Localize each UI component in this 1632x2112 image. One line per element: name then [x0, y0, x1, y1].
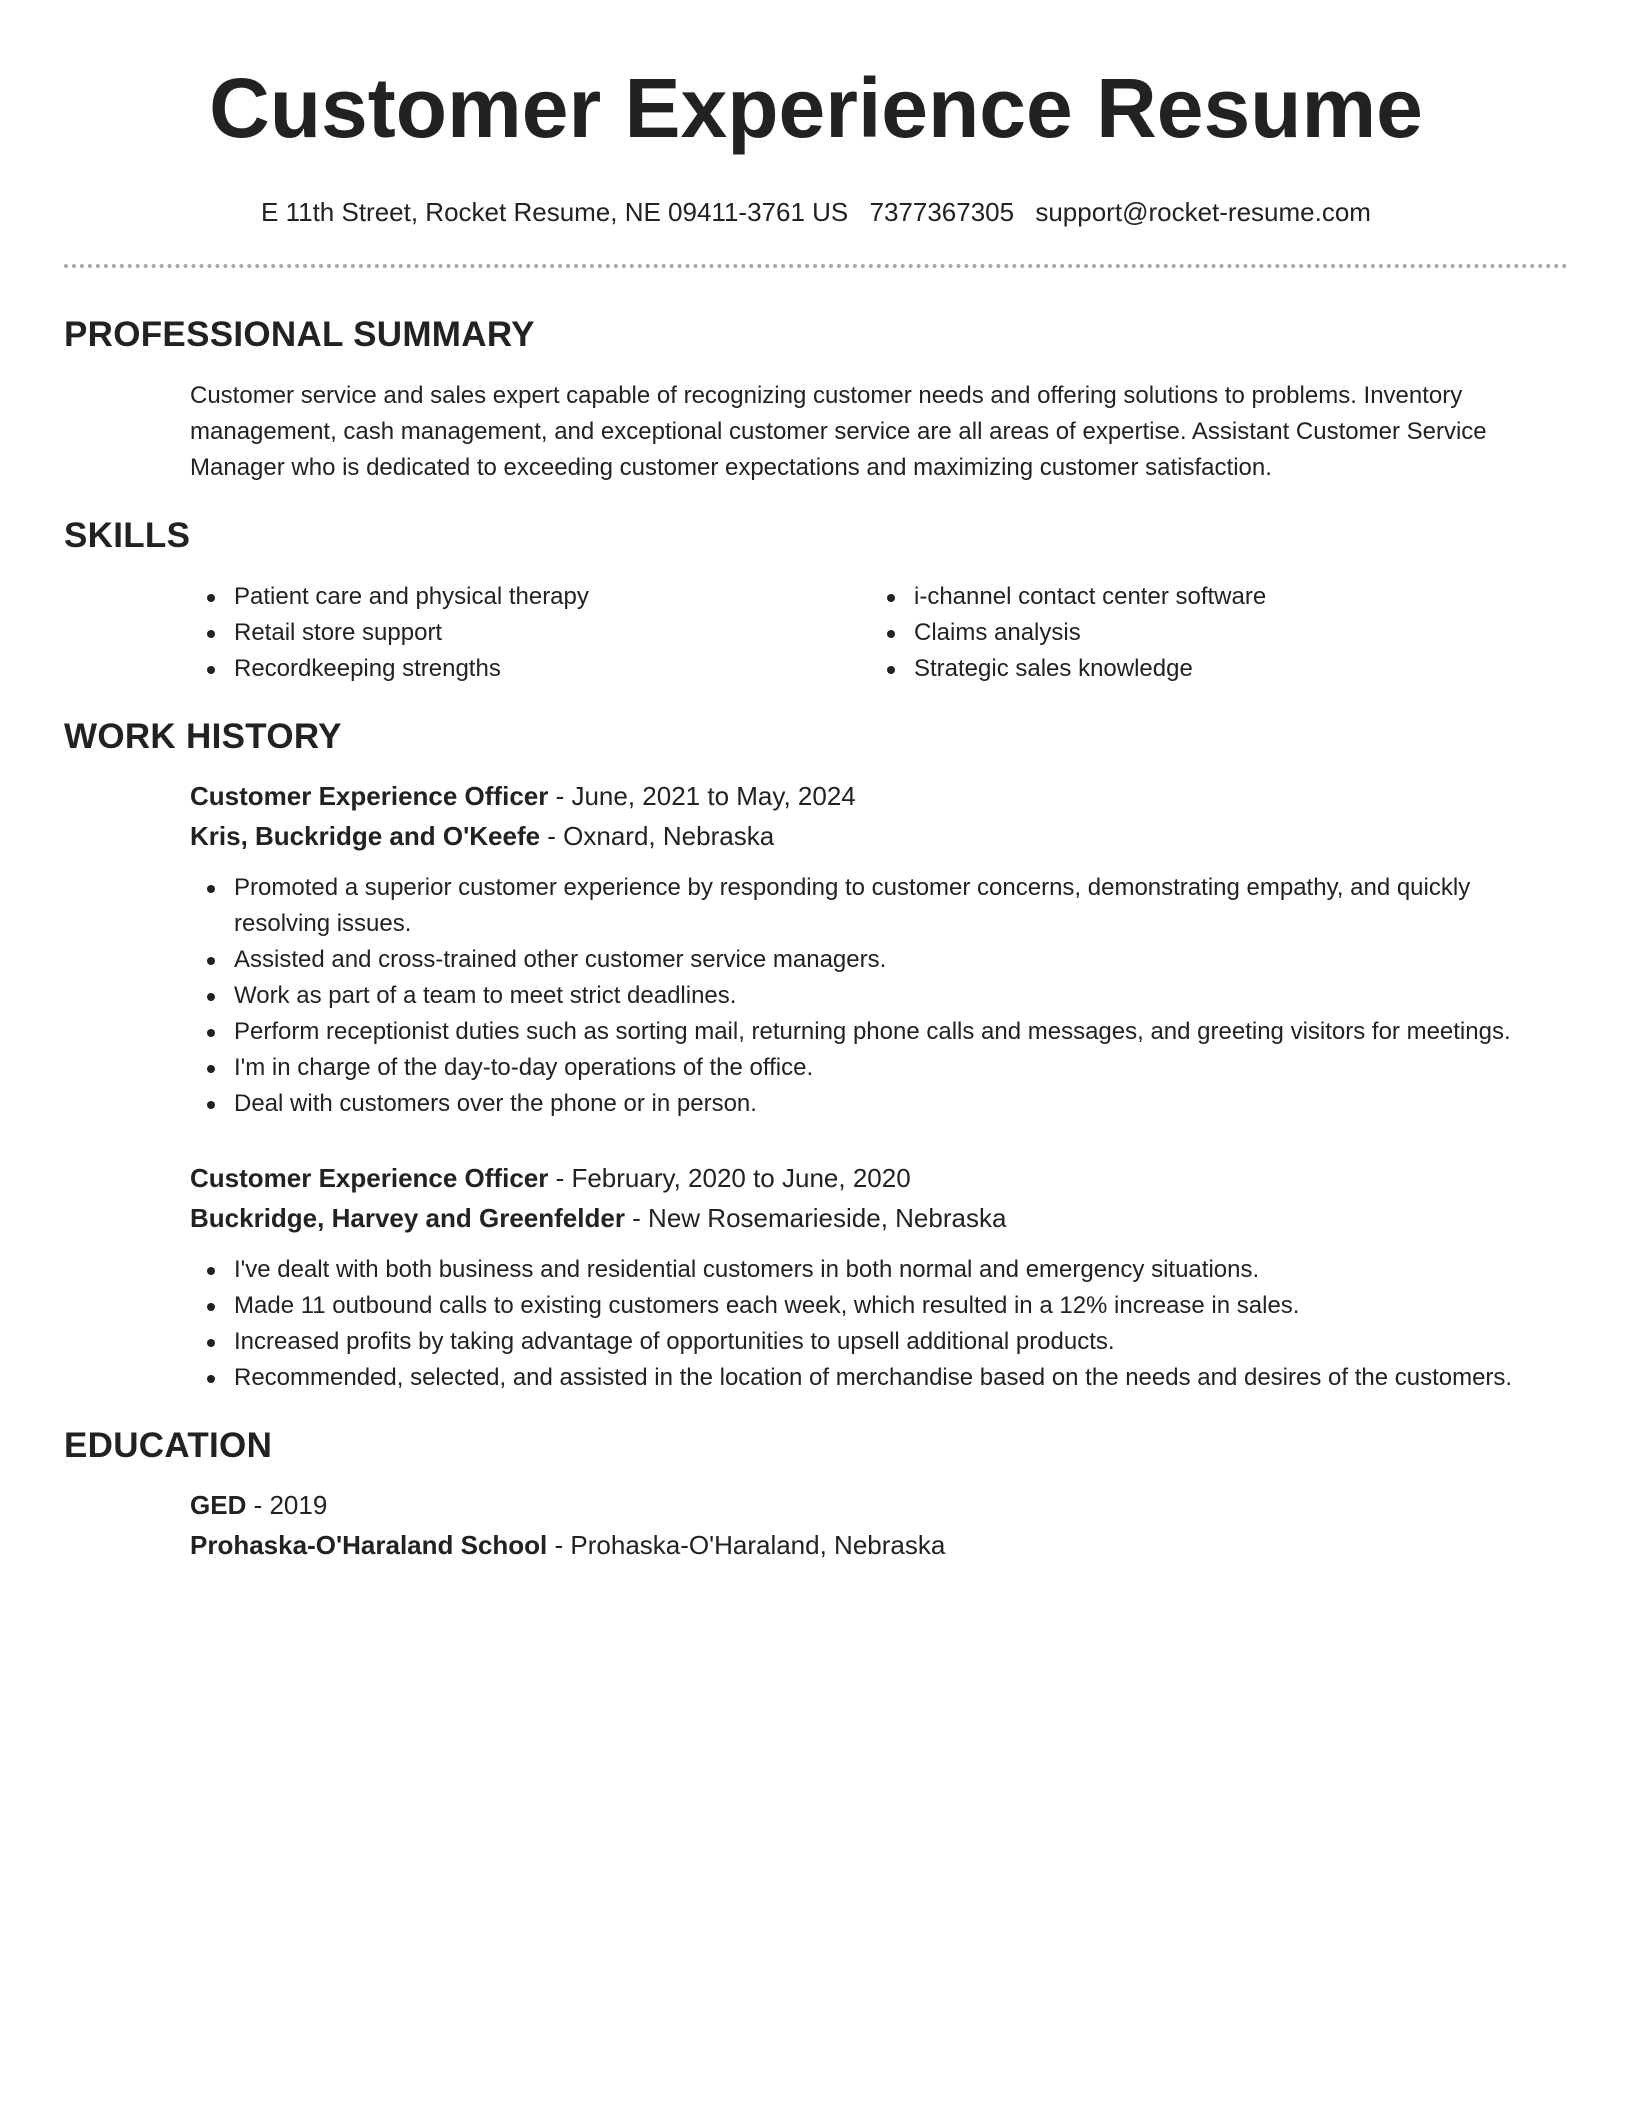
contact-line — [64, 194, 1568, 230]
job-dates: - June, 2021 to May, 2024 — [548, 781, 856, 811]
job-duty: Deal with customers over the phone or in person. — [190, 1086, 1568, 1122]
education-school: Prohaska-O'Haraland School — [190, 1530, 548, 1560]
skill-item: Retail store support — [190, 615, 870, 651]
contact-address: E 11th Street, Rocket Resume, NE 09411-3761 US — [261, 197, 849, 227]
job-location: - New Rosemarieside, Nebraska — [624, 1203, 1007, 1233]
header-divider — [64, 264, 1568, 268]
skill-item: Patient care and physical therapy — [190, 579, 870, 615]
education-school-line — [190, 1525, 1568, 1565]
work-section — [64, 716, 1568, 1396]
job-duty: Made 11 outbound calls to existing customers each week, which resulted in a 12% increase in sales. — [190, 1288, 1568, 1324]
job-duties — [190, 870, 1568, 1122]
summary-section — [64, 314, 1568, 486]
skills-list-left — [190, 579, 870, 687]
job-duty: Promoted a superior customer experience by responding to customer concerns, demonstrating empathy, and quickly resolving issues. — [190, 870, 1568, 942]
job-duty: Perform receptionist duties such as sorting mail, returning phone calls and messages, and greeting visitors for meetings. — [190, 1014, 1568, 1050]
skills-section — [64, 515, 1568, 687]
job-company-line — [190, 816, 1568, 856]
education-section — [64, 1425, 1568, 1565]
job-company: Buckridge, Harvey and Greenfelder — [190, 1203, 625, 1233]
skills-list-right — [870, 579, 1550, 687]
skill-item: Strategic sales knowledge — [870, 651, 1550, 687]
job-duty: Assisted and cross-trained other customer service managers. — [190, 942, 1568, 978]
education-year: - 2019 — [246, 1490, 328, 1520]
job-role-line — [190, 1158, 1568, 1198]
skills-heading: SKILLS — [64, 516, 191, 555]
summary-text: Customer service and sales expert capable of recognizing customer needs and offering solutions to problems. Inventory management, cash management, and exceptional customer service are all areas of expertise. Assistant Customer Service Manager who is dedicated to exceeding customer expectations and maximizing customer satisfaction. — [190, 382, 1487, 481]
job-duty: I've dealt with both business and residential customers in both normal and emergency situations. — [190, 1252, 1568, 1288]
job-company-line — [190, 1198, 1568, 1238]
job-duty: Increased profits by taking advantage of opportunities to upsell additional products. — [190, 1324, 1568, 1360]
resume-page — [64, 0, 1568, 1565]
job-role: Customer Experience Officer — [190, 1163, 549, 1193]
skill-item: Claims analysis — [870, 615, 1550, 651]
contact-email: support@rocket-resume.com — [1035, 197, 1371, 227]
skill-item: i-channel contact center software — [870, 579, 1550, 615]
job-duties — [190, 1252, 1568, 1396]
job-company: Kris, Buckridge and O'Keefe — [190, 821, 541, 851]
job-duty: Work as part of a team to meet strict deadlines. — [190, 978, 1568, 1014]
job-duty: I'm in charge of the day-to-day operations of the office. — [190, 1050, 1568, 1086]
work-heading: WORK HISTORY — [64, 717, 342, 756]
contact-phone: 7377367305 — [869, 197, 1015, 227]
job-entry — [190, 1158, 1568, 1396]
job-location: - Oxnard, Nebraska — [540, 821, 775, 851]
resume-title: Customer Experience Resume — [209, 61, 1423, 155]
job-dates: - February, 2020 to June, 2020 — [548, 1163, 911, 1193]
education-degree-line — [190, 1485, 1568, 1525]
job-entry — [190, 776, 1568, 1122]
skill-item: Recordkeeping strengths — [190, 651, 870, 687]
education-heading: EDUCATION — [64, 1426, 273, 1465]
job-role-line — [190, 776, 1568, 816]
education-degree: GED — [190, 1490, 247, 1520]
summary-heading: PROFESSIONAL SUMMARY — [64, 315, 535, 354]
education-location: - Prohaska-O'Haraland, Nebraska — [547, 1530, 946, 1560]
job-role: Customer Experience Officer — [190, 781, 549, 811]
job-duty: Recommended, selected, and assisted in the location of merchandise based on the needs and desires of the customers. — [190, 1360, 1568, 1396]
